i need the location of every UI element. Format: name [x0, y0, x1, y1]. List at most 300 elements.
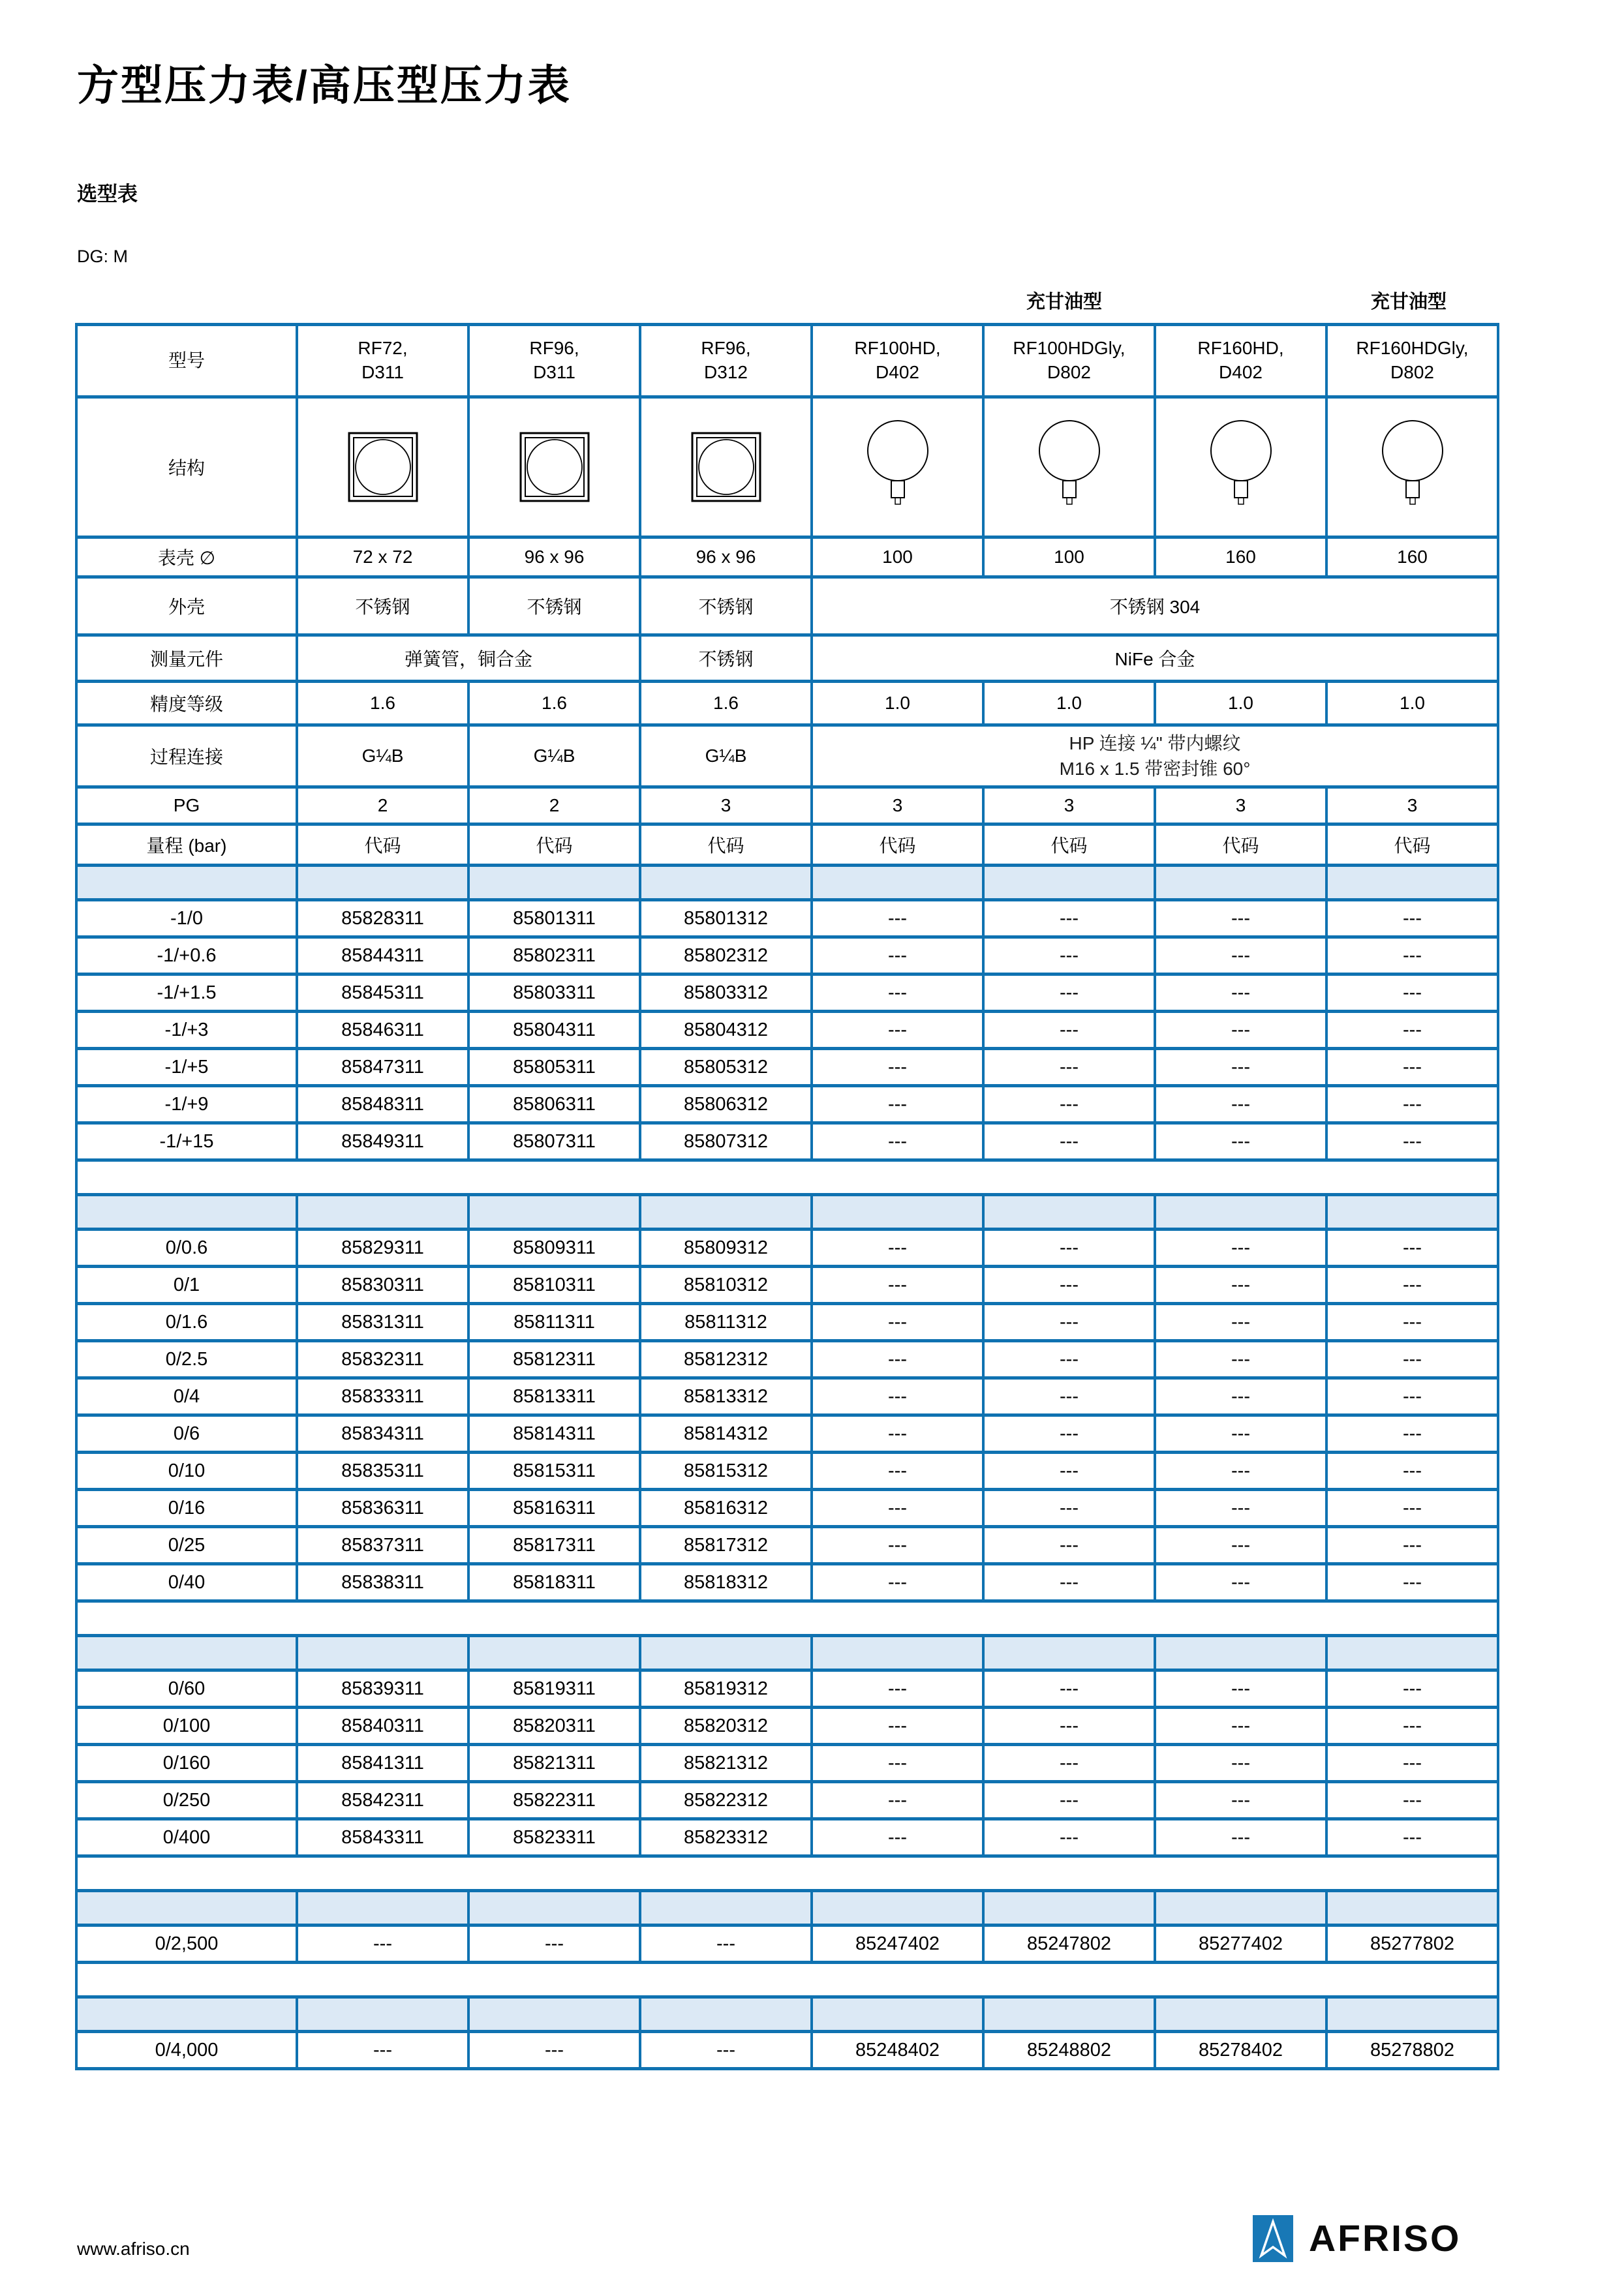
- spec-cell: NiFe 合金: [812, 635, 1498, 682]
- row-icons-结构: [76, 397, 1498, 537]
- code-cell-empty: ---: [1155, 1782, 1326, 1819]
- code-cell-empty: ---: [1326, 1086, 1498, 1123]
- row-label: -1/+0.6: [76, 937, 297, 974]
- spec-cell: 96 x 96: [640, 537, 812, 577]
- spec-cell: 96 x 96: [468, 537, 640, 577]
- square-gauge-icon: [690, 428, 763, 506]
- row-label: 0/6: [76, 1415, 297, 1453]
- code-cell: 85828311: [297, 900, 468, 937]
- row-label: -1/+5: [76, 1049, 297, 1086]
- code-cell-empty: ---: [1155, 900, 1326, 937]
- model-header-cell: [1155, 325, 1326, 397]
- spec-cell: 72 x 72: [297, 537, 468, 577]
- code-cell: 85817312: [640, 1527, 812, 1564]
- code-cell-empty: ---: [1326, 1123, 1498, 1160]
- separator-cell: [983, 1195, 1155, 1230]
- separator-cell: [983, 1997, 1155, 2032]
- code-cell-empty: ---: [1326, 1049, 1498, 1086]
- row-label: 表壳 ∅: [76, 537, 297, 577]
- spec-cell: 3: [983, 787, 1155, 824]
- row-data-0/0.6: [76, 1230, 1498, 1267]
- code-cell-empty: ---: [983, 937, 1155, 974]
- row-models-型号: [76, 325, 1498, 397]
- spec-cell: 代码: [1155, 824, 1326, 866]
- code-cell-empty: ---: [983, 1304, 1155, 1341]
- structure-cell: [1326, 397, 1498, 537]
- code-cell: 85801312: [640, 900, 812, 937]
- code-cell-empty: ---: [1326, 1670, 1498, 1708]
- spec-cell: 160: [1155, 537, 1326, 577]
- code-cell: 85814312: [640, 1415, 812, 1453]
- code-cell: 85806312: [640, 1086, 812, 1123]
- separator-cell: [640, 1636, 812, 1670]
- spec-cell: 代码: [640, 824, 812, 866]
- code-cell: 85829311: [297, 1230, 468, 1267]
- code-cell: 85816311: [468, 1490, 640, 1527]
- code-cell: 85804311: [468, 1012, 640, 1049]
- row-data--1/+3: [76, 1012, 1498, 1049]
- row-band_blue-30: [76, 1636, 1498, 1670]
- code-cell: 85823311: [468, 1819, 640, 1856]
- model-header-cell: [1326, 325, 1498, 397]
- afriso-logo: [1253, 2215, 1461, 2262]
- row-label: 0/10: [76, 1453, 297, 1490]
- code-cell-empty: ---: [812, 1490, 983, 1527]
- code-cell-empty: ---: [1326, 900, 1498, 937]
- row-label: 结构: [76, 397, 297, 537]
- row-spec-过程连接: [76, 725, 1498, 787]
- separator-cell: [1326, 1636, 1498, 1670]
- selection-table-body: [76, 325, 1498, 2069]
- code-cell: 85809311: [468, 1230, 640, 1267]
- row-label: -1/+9: [76, 1086, 297, 1123]
- code-cell-empty: ---: [1155, 1527, 1326, 1564]
- row-data-0/25: [76, 1527, 1498, 1564]
- code-cell-empty: ---: [812, 1564, 983, 1601]
- code-cell-empty: ---: [1155, 974, 1326, 1012]
- code-cell: 85847311: [297, 1049, 468, 1086]
- code-cell: 85831311: [297, 1304, 468, 1341]
- row-data--1/+1.5: [76, 974, 1498, 1012]
- spec-cell: G¼B: [640, 725, 812, 787]
- model-header-cell: [468, 325, 640, 397]
- code-cell: 85248402: [812, 2032, 983, 2069]
- code-cell-empty: ---: [1155, 1123, 1326, 1160]
- code-cell-empty: ---: [983, 1708, 1155, 1745]
- row-band_blue-18: [76, 1195, 1498, 1230]
- row-band_blue-40: [76, 1997, 1498, 2032]
- model-header-line: D402: [876, 362, 919, 382]
- code-cell: 85818311: [468, 1564, 640, 1601]
- separator-cell: [76, 1997, 297, 2032]
- row-band_white-36: [76, 1856, 1498, 1891]
- separator-cell: [76, 1891, 297, 1926]
- code-cell-empty: ---: [983, 1267, 1155, 1304]
- code-cell: 85802311: [468, 937, 640, 974]
- separator-cell: [297, 1195, 468, 1230]
- separator-cell: [468, 1195, 640, 1230]
- code-cell: 85821311: [468, 1745, 640, 1782]
- code-cell: 85803312: [640, 974, 812, 1012]
- code-cell-empty: ---: [812, 1415, 983, 1453]
- code-cell: 85810312: [640, 1267, 812, 1304]
- code-cell-empty: ---: [983, 1745, 1155, 1782]
- code-cell-empty: ---: [1326, 1708, 1498, 1745]
- code-cell-empty: ---: [297, 2032, 468, 2069]
- row-label: 0/4: [76, 1378, 297, 1415]
- model-header-line: D802: [1047, 362, 1091, 382]
- code-cell-empty: ---: [983, 1490, 1155, 1527]
- code-cell-empty: ---: [1326, 1490, 1498, 1527]
- row-band_white-17: [76, 1160, 1498, 1195]
- separator-cell: [812, 866, 983, 900]
- code-cell-empty: ---: [983, 974, 1155, 1012]
- code-cell-empty: ---: [983, 1378, 1155, 1415]
- code-cell: 85277402: [1155, 1926, 1326, 1963]
- spec-cell: 1.6: [297, 682, 468, 725]
- separator-cell: [468, 1997, 640, 2032]
- code-cell: 85811312: [640, 1304, 812, 1341]
- model-header-cell: [812, 325, 983, 397]
- row-label: 0/400: [76, 1819, 297, 1856]
- spec-cell: 2: [297, 787, 468, 824]
- code-cell-empty: ---: [812, 1527, 983, 1564]
- code-cell-empty: ---: [812, 1378, 983, 1415]
- spec-cell: 不锈钢: [640, 635, 812, 682]
- row-spec-PG: [76, 787, 1498, 824]
- row-label: 0/16: [76, 1490, 297, 1527]
- spec-cell: 1.6: [640, 682, 812, 725]
- model-header-line: D311: [533, 362, 575, 382]
- separator-cell: [76, 1856, 1498, 1891]
- separator-cell: [468, 1636, 640, 1670]
- spec-cell: 弹簧管，铜合金: [297, 635, 640, 682]
- spec-note-line: M16 x 1.5 带密封锥 60°: [1059, 759, 1251, 779]
- code-cell-empty: ---: [1326, 1745, 1498, 1782]
- page-title: 方型压力表/高压型压力表: [77, 62, 572, 109]
- structure-cell: [640, 397, 812, 537]
- code-cell: 85820311: [468, 1708, 640, 1745]
- row-data-0/10: [76, 1453, 1498, 1490]
- code-cell: 85801311: [468, 900, 640, 937]
- code-cell-empty: ---: [1326, 1415, 1498, 1453]
- code-cell-empty: ---: [1326, 1230, 1498, 1267]
- code-cell-empty: ---: [983, 1564, 1155, 1601]
- code-cell: 85830311: [297, 1267, 468, 1304]
- row-data-0/4: [76, 1378, 1498, 1415]
- square-gauge-icon: [346, 428, 420, 506]
- code-cell: 85815312: [640, 1453, 812, 1490]
- spec-cell: 不锈钢: [297, 577, 468, 635]
- separator-cell: [812, 1891, 983, 1926]
- model-header-line: D312: [704, 362, 748, 382]
- code-cell-empty: ---: [297, 1926, 468, 1963]
- separator-cell: [297, 1891, 468, 1926]
- code-cell-empty: ---: [1326, 1304, 1498, 1341]
- code-cell-empty: ---: [1155, 1304, 1326, 1341]
- selection-table: [75, 323, 1499, 2070]
- code-cell-empty: ---: [1155, 1012, 1326, 1049]
- code-cell: 85817311: [468, 1527, 640, 1564]
- afriso-logo-mark-icon: [1253, 2215, 1293, 2262]
- code-cell-empty: ---: [1155, 1230, 1326, 1267]
- spec-cell: 3: [812, 787, 983, 824]
- spec-cell: 代码: [983, 824, 1155, 866]
- code-cell: 85812311: [468, 1341, 640, 1378]
- row-label: -1/0: [76, 900, 297, 937]
- spec-cell: 100: [812, 537, 983, 577]
- spec-cell: 1.6: [468, 682, 640, 725]
- row-data-0/2.5: [76, 1341, 1498, 1378]
- afriso-logo-text: AFRISO: [1309, 2218, 1462, 2259]
- row-band_blue-9: [76, 866, 1498, 900]
- row-label: 量程 (bar): [76, 824, 297, 866]
- row-label: 0/100: [76, 1708, 297, 1745]
- code-cell: 85846311: [297, 1012, 468, 1049]
- spec-cell: 1.0: [983, 682, 1155, 725]
- code-cell: 85819312: [640, 1670, 812, 1708]
- code-cell: 85806311: [468, 1086, 640, 1123]
- row-spec-表壳 ∅: [76, 537, 1498, 577]
- model-header-line: D311: [361, 362, 404, 382]
- separator-cell: [76, 866, 297, 900]
- spec-cell: 3: [1326, 787, 1498, 824]
- code-cell-empty: ---: [812, 1453, 983, 1490]
- separator-cell: [812, 1636, 983, 1670]
- code-cell-empty: ---: [983, 1819, 1155, 1856]
- code-cell: 85842311: [297, 1782, 468, 1819]
- spec-cell: 代码: [812, 824, 983, 866]
- code-cell-empty: ---: [1326, 974, 1498, 1012]
- code-cell-empty: ---: [812, 1341, 983, 1378]
- row-label: 0/4,000: [76, 2032, 297, 2069]
- row-data-0/100: [76, 1708, 1498, 1745]
- code-cell: 85840311: [297, 1708, 468, 1745]
- row-label: 0/40: [76, 1564, 297, 1601]
- code-cell: 85277802: [1326, 1926, 1498, 1963]
- row-data-0/60: [76, 1670, 1498, 1708]
- separator-cell: [297, 1636, 468, 1670]
- code-cell: 85819311: [468, 1670, 640, 1708]
- code-cell-empty: ---: [983, 1230, 1155, 1267]
- code-cell-empty: ---: [983, 1012, 1155, 1049]
- separator-cell: [640, 1195, 812, 1230]
- row-data--1/+9: [76, 1086, 1498, 1123]
- row-band_blue-37: [76, 1891, 1498, 1926]
- separator-cell: [297, 866, 468, 900]
- code-cell: 85832311: [297, 1341, 468, 1378]
- model-header-line: D402: [1219, 362, 1263, 382]
- spec-cell: 1.0: [1155, 682, 1326, 725]
- code-cell: 85803311: [468, 974, 640, 1012]
- code-cell-empty: ---: [468, 2032, 640, 2069]
- separator-cell: [1326, 1891, 1498, 1926]
- row-data-0/1.6: [76, 1304, 1498, 1341]
- code-cell-empty: ---: [1326, 1453, 1498, 1490]
- code-cell: 85807312: [640, 1123, 812, 1160]
- code-cell: 85802312: [640, 937, 812, 974]
- code-cell: 85839311: [297, 1670, 468, 1708]
- model-header-line: RF72,: [358, 338, 408, 359]
- row-data--1/+15: [76, 1123, 1498, 1160]
- row-label: 0/2.5: [76, 1341, 297, 1378]
- code-cell: 85848311: [297, 1086, 468, 1123]
- separator-cell: [812, 1997, 983, 2032]
- row-data-0/16: [76, 1490, 1498, 1527]
- row-label: -1/+3: [76, 1012, 297, 1049]
- glycerin-filled-label-2: 充甘油型: [1370, 292, 1447, 312]
- row-label: 0/25: [76, 1527, 297, 1564]
- structure-cell: [297, 397, 468, 537]
- separator-cell: [1155, 1636, 1326, 1670]
- separator-cell: [1326, 1195, 1498, 1230]
- separator-cell: [76, 1195, 297, 1230]
- model-header-line: RF96,: [529, 338, 579, 359]
- model-header-line: RF160HD,: [1197, 338, 1284, 359]
- spec-cell: 1.0: [1326, 682, 1498, 725]
- spec-cell: 代码: [297, 824, 468, 866]
- row-data-0/160: [76, 1745, 1498, 1782]
- code-cell: 85834311: [297, 1415, 468, 1453]
- row-data-0/4,000: [76, 2032, 1498, 2069]
- code-cell: 85805312: [640, 1049, 812, 1086]
- row-label: -1/+15: [76, 1123, 297, 1160]
- code-cell-empty: ---: [812, 1670, 983, 1708]
- row-label: 过程连接: [76, 725, 297, 787]
- code-cell-empty: ---: [812, 974, 983, 1012]
- code-cell-empty: ---: [640, 1926, 812, 1963]
- separator-cell: [297, 1997, 468, 2032]
- code-cell-empty: ---: [1326, 1782, 1498, 1819]
- row-data-0/400: [76, 1819, 1498, 1856]
- row-data-0/250: [76, 1782, 1498, 1819]
- row-label: 0/160: [76, 1745, 297, 1782]
- row-data-0/2,500: [76, 1926, 1498, 1963]
- code-cell-empty: ---: [640, 2032, 812, 2069]
- code-cell: 85812312: [640, 1341, 812, 1378]
- code-cell-empty: ---: [812, 1086, 983, 1123]
- model-header-cell: [983, 325, 1155, 397]
- code-cell: 85247802: [983, 1926, 1155, 1963]
- model-header-line: RF100HD,: [854, 338, 941, 359]
- code-cell: 85818312: [640, 1564, 812, 1601]
- code-cell: 85810311: [468, 1267, 640, 1304]
- code-cell-empty: ---: [468, 1926, 640, 1963]
- code-cell: 85841311: [297, 1745, 468, 1782]
- code-cell-empty: ---: [1326, 1527, 1498, 1564]
- separator-cell: [640, 1997, 812, 2032]
- code-cell-empty: ---: [812, 1267, 983, 1304]
- code-cell-empty: ---: [1155, 1415, 1326, 1453]
- spec-cell: G¼B: [297, 725, 468, 787]
- code-cell-empty: ---: [983, 1123, 1155, 1160]
- code-cell-empty: ---: [1326, 1378, 1498, 1415]
- code-cell: 85814311: [468, 1415, 640, 1453]
- code-cell-empty: ---: [983, 1670, 1155, 1708]
- row-label: 精度等级: [76, 682, 297, 725]
- row-label: 0/250: [76, 1782, 297, 1819]
- code-cell: 85843311: [297, 1819, 468, 1856]
- code-cell-empty: ---: [1155, 1453, 1326, 1490]
- code-cell-empty: ---: [812, 1049, 983, 1086]
- code-cell: 85805311: [468, 1049, 640, 1086]
- code-cell-empty: ---: [1155, 937, 1326, 974]
- round-gauge-icon: [1033, 418, 1106, 516]
- code-cell-empty: ---: [812, 1819, 983, 1856]
- row-spec-测量元件: [76, 635, 1498, 682]
- code-cell-empty: ---: [1155, 1341, 1326, 1378]
- code-cell-empty: ---: [1155, 1564, 1326, 1601]
- code-cell: 85809312: [640, 1230, 812, 1267]
- row-data--1/0: [76, 900, 1498, 937]
- code-cell-empty: ---: [1155, 1378, 1326, 1415]
- code-cell-empty: ---: [983, 900, 1155, 937]
- spec-cell: 不锈钢: [468, 577, 640, 635]
- row-label: 0/1: [76, 1267, 297, 1304]
- code-cell: 85822312: [640, 1782, 812, 1819]
- separator-cell: [640, 866, 812, 900]
- code-cell: 85849311: [297, 1123, 468, 1160]
- code-cell: 85815311: [468, 1453, 640, 1490]
- spec-cell: 不锈钢 304: [812, 577, 1498, 635]
- code-cell-empty: ---: [1326, 1267, 1498, 1304]
- model-header-cell: [640, 325, 812, 397]
- code-cell-empty: ---: [1155, 1086, 1326, 1123]
- code-cell: 85821312: [640, 1745, 812, 1782]
- footer-url: www.afriso.cn: [77, 2239, 190, 2259]
- code-cell: 85837311: [297, 1527, 468, 1564]
- spec-cell: 1.0: [812, 682, 983, 725]
- dg-label: DG: M: [77, 247, 128, 266]
- selection-table-heading: 选型表: [77, 183, 138, 205]
- code-cell: 85845311: [297, 974, 468, 1012]
- spec-cell: G¼B: [468, 725, 640, 787]
- code-cell-empty: ---: [812, 1230, 983, 1267]
- code-cell-empty: ---: [812, 1012, 983, 1049]
- row-label: 型号: [76, 325, 297, 397]
- code-cell: 85833311: [297, 1378, 468, 1415]
- code-cell-empty: ---: [1326, 1819, 1498, 1856]
- code-cell-empty: ---: [1155, 1049, 1326, 1086]
- row-label: -1/+1.5: [76, 974, 297, 1012]
- spec-cell: 代码: [468, 824, 640, 866]
- row-spec-外壳: [76, 577, 1498, 635]
- code-cell-empty: ---: [812, 1745, 983, 1782]
- code-cell-empty: ---: [1155, 1490, 1326, 1527]
- spec-cell: [812, 725, 1498, 787]
- glycerin-filled-label-1: 充甘油型: [1026, 292, 1103, 312]
- row-label: 0/60: [76, 1670, 297, 1708]
- row-spec-精度等级: [76, 682, 1498, 725]
- code-cell: 85813311: [468, 1378, 640, 1415]
- code-cell-empty: ---: [983, 1086, 1155, 1123]
- code-cell: 85844311: [297, 937, 468, 974]
- code-cell: 85823312: [640, 1819, 812, 1856]
- code-cell-empty: ---: [983, 1415, 1155, 1453]
- spec-cell: 不锈钢: [640, 577, 812, 635]
- code-cell: 85836311: [297, 1490, 468, 1527]
- code-cell-empty: ---: [1326, 937, 1498, 974]
- separator-cell: [468, 1891, 640, 1926]
- separator-cell: [812, 1195, 983, 1230]
- code-cell: 85247402: [812, 1926, 983, 1963]
- row-band_white-29: [76, 1601, 1498, 1636]
- code-cell: 85248802: [983, 2032, 1155, 2069]
- code-cell: 85804312: [640, 1012, 812, 1049]
- round-gauge-icon: [861, 418, 934, 516]
- row-data--1/+0.6: [76, 937, 1498, 974]
- code-cell: 85816312: [640, 1490, 812, 1527]
